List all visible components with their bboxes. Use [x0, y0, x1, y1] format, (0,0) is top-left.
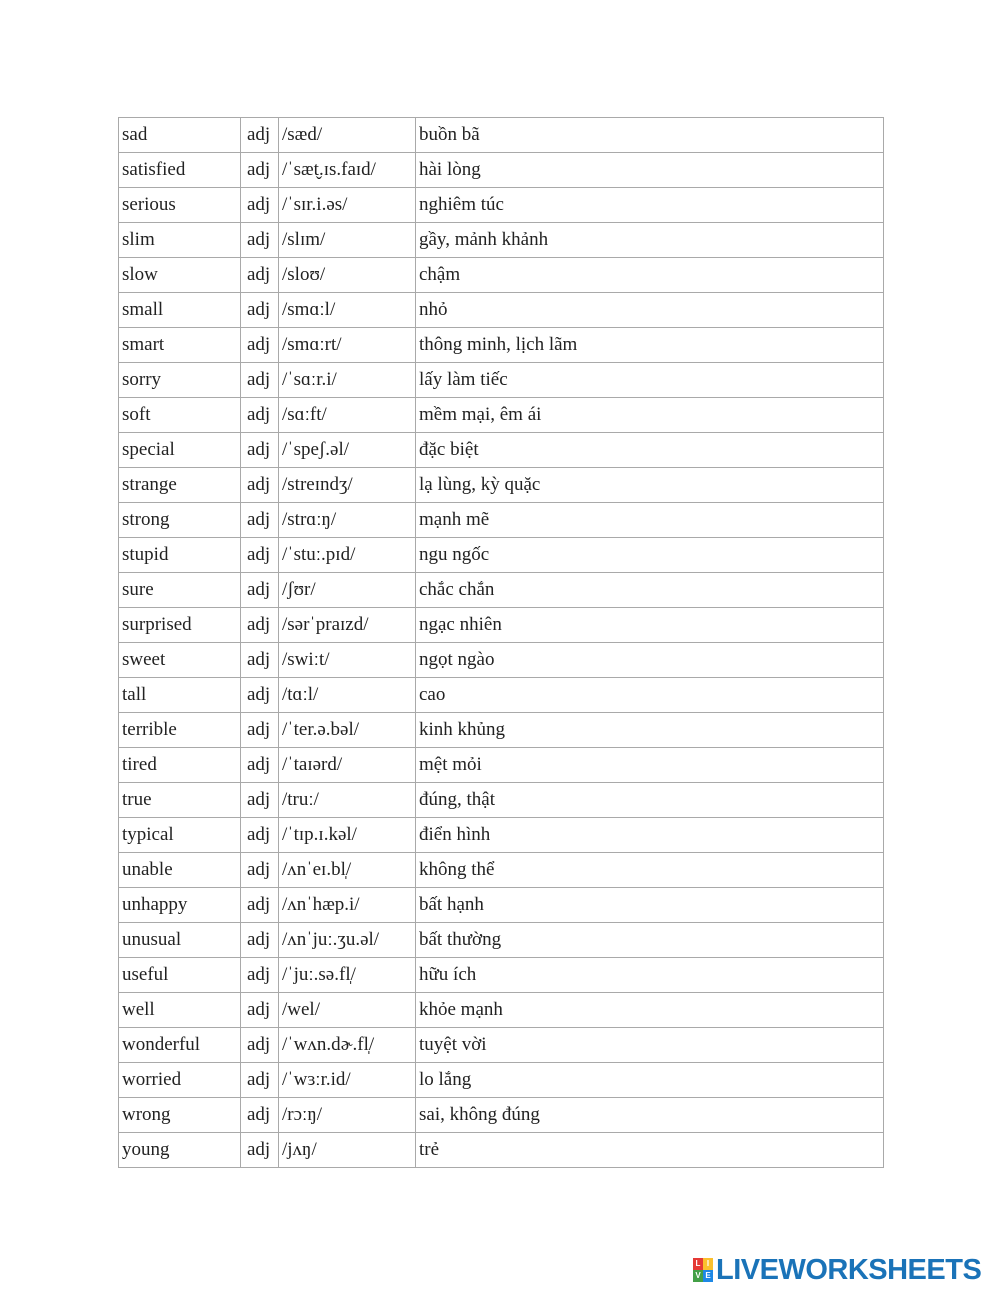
meaning-cell: mạnh mẽ: [416, 503, 884, 538]
meaning-cell: sai, không đúng: [416, 1098, 884, 1133]
part-of-speech-cell: adj: [241, 923, 279, 958]
word-cell: serious: [119, 188, 241, 223]
table-row: [119, 643, 884, 678]
pronunciation-cell: /ˈsɪr.i.əs/: [279, 188, 416, 223]
word-cell: special: [119, 433, 241, 468]
part-of-speech-cell: adj: [241, 188, 279, 223]
vocabulary-table-body: [119, 118, 884, 1168]
word-cell: sure: [119, 573, 241, 608]
part-of-speech-cell: adj: [241, 573, 279, 608]
word-cell: unable: [119, 853, 241, 888]
part-of-speech-cell: adj: [241, 433, 279, 468]
pronunciation-cell: /ˈsæt̬.ɪs.faɪd/: [279, 153, 416, 188]
pronunciation-cell: /ʌnˈjuː.ʒu.əl/: [279, 923, 416, 958]
meaning-cell: trẻ: [416, 1133, 884, 1168]
part-of-speech-cell: adj: [241, 328, 279, 363]
meaning-cell: chậm: [416, 258, 884, 293]
word-cell: slow: [119, 258, 241, 293]
pronunciation-cell: /ˈtaɪərd/: [279, 748, 416, 783]
part-of-speech-cell: adj: [241, 1098, 279, 1133]
pronunciation-cell: /ˈspeʃ.əl/: [279, 433, 416, 468]
meaning-cell: buồn bã: [416, 118, 884, 153]
table-row: [119, 678, 884, 713]
table-row: [119, 363, 884, 398]
pronunciation-cell: /ˈstuː.pɪd/: [279, 538, 416, 573]
table-row: [119, 153, 884, 188]
part-of-speech-cell: adj: [241, 363, 279, 398]
table-row: [119, 923, 884, 958]
meaning-cell: hữu ích: [416, 958, 884, 993]
pronunciation-cell: /ˈsɑːr.i/: [279, 363, 416, 398]
part-of-speech-cell: adj: [241, 678, 279, 713]
pronunciation-cell: /swiːt/: [279, 643, 416, 678]
part-of-speech-cell: adj: [241, 608, 279, 643]
part-of-speech-cell: adj: [241, 398, 279, 433]
table-row: [119, 188, 884, 223]
table-row: [119, 783, 884, 818]
part-of-speech-cell: adj: [241, 958, 279, 993]
pronunciation-cell: /tɑːl/: [279, 678, 416, 713]
table-row: [119, 1028, 884, 1063]
word-cell: stupid: [119, 538, 241, 573]
pronunciation-cell: /smɑːl/: [279, 293, 416, 328]
part-of-speech-cell: adj: [241, 223, 279, 258]
word-cell: true: [119, 783, 241, 818]
meaning-cell: điển hình: [416, 818, 884, 853]
part-of-speech-cell: adj: [241, 258, 279, 293]
meaning-cell: đặc biệt: [416, 433, 884, 468]
part-of-speech-cell: adj: [241, 293, 279, 328]
meaning-cell: không thể: [416, 853, 884, 888]
pronunciation-cell: /ʃʊr/: [279, 573, 416, 608]
word-cell: strong: [119, 503, 241, 538]
meaning-cell: bất hạnh: [416, 888, 884, 923]
table-row: [119, 398, 884, 433]
part-of-speech-cell: adj: [241, 1028, 279, 1063]
part-of-speech-cell: adj: [241, 853, 279, 888]
table-row: [119, 503, 884, 538]
table-row: [119, 993, 884, 1028]
part-of-speech-cell: adj: [241, 538, 279, 573]
meaning-cell: lo lắng: [416, 1063, 884, 1098]
meaning-cell: cao: [416, 678, 884, 713]
pronunciation-cell: /sɑːft/: [279, 398, 416, 433]
pronunciation-cell: /sərˈpraɪzd/: [279, 608, 416, 643]
table-row: [119, 1098, 884, 1133]
pronunciation-cell: /wel/: [279, 993, 416, 1028]
table-row: [119, 818, 884, 853]
table-row: [119, 958, 884, 993]
table-row: [119, 328, 884, 363]
liveworksheets-brand-text: LIVEWORKSHEETS: [716, 1254, 982, 1286]
meaning-cell: ngạc nhiên: [416, 608, 884, 643]
pronunciation-cell: /ʌnˈhæp.i/: [279, 888, 416, 923]
part-of-speech-cell: adj: [241, 783, 279, 818]
meaning-cell: ngọt ngào: [416, 643, 884, 678]
pronunciation-cell: /strɑːŋ/: [279, 503, 416, 538]
table-row: [119, 888, 884, 923]
meaning-cell: chắc chắn: [416, 573, 884, 608]
word-cell: wonderful: [119, 1028, 241, 1063]
meaning-cell: hài lòng: [416, 153, 884, 188]
pronunciation-cell: /rɔːŋ/: [279, 1098, 416, 1133]
pronunciation-cell: /ˈjuː.sə.fl̩/: [279, 958, 416, 993]
table-row: [119, 433, 884, 468]
meaning-cell: khỏe mạnh: [416, 993, 884, 1028]
table-row: [119, 468, 884, 503]
word-cell: smart: [119, 328, 241, 363]
meaning-cell: tuyệt vời: [416, 1028, 884, 1063]
meaning-cell: nghiêm túc: [416, 188, 884, 223]
pronunciation-cell: /ˈtɪp.ɪ.kəl/: [279, 818, 416, 853]
word-cell: wrong: [119, 1098, 241, 1133]
table-row: [119, 608, 884, 643]
word-cell: unhappy: [119, 888, 241, 923]
part-of-speech-cell: adj: [241, 1133, 279, 1168]
meaning-cell: kinh khủng: [416, 713, 884, 748]
part-of-speech-cell: adj: [241, 888, 279, 923]
table-row: [119, 713, 884, 748]
pronunciation-cell: /truː/: [279, 783, 416, 818]
part-of-speech-cell: adj: [241, 118, 279, 153]
part-of-speech-cell: adj: [241, 748, 279, 783]
word-cell: strange: [119, 468, 241, 503]
part-of-speech-cell: adj: [241, 1063, 279, 1098]
word-cell: terrible: [119, 713, 241, 748]
meaning-cell: thông minh, lịch lãm: [416, 328, 884, 363]
meaning-cell: gầy, mảnh khảnh: [416, 223, 884, 258]
pronunciation-cell: /ˈwʌn.dɚ.fl̩/: [279, 1028, 416, 1063]
table-row: [119, 573, 884, 608]
table-row: [119, 258, 884, 293]
word-cell: tall: [119, 678, 241, 713]
pronunciation-cell: /sloʊ/: [279, 258, 416, 293]
word-cell: well: [119, 993, 241, 1028]
pronunciation-cell: /ˈter.ə.bəl/: [279, 713, 416, 748]
liveworksheets-watermark: [693, 1256, 981, 1284]
table-row: [119, 293, 884, 328]
table-row: [119, 538, 884, 573]
pronunciation-cell: /ʌnˈeɪ.bl̩/: [279, 853, 416, 888]
part-of-speech-cell: adj: [241, 993, 279, 1028]
meaning-cell: ngu ngốc: [416, 538, 884, 573]
meaning-cell: nhỏ: [416, 293, 884, 328]
word-cell: slim: [119, 223, 241, 258]
pronunciation-cell: /sæd/: [279, 118, 416, 153]
word-cell: soft: [119, 398, 241, 433]
word-cell: worried: [119, 1063, 241, 1098]
part-of-speech-cell: adj: [241, 468, 279, 503]
part-of-speech-cell: adj: [241, 503, 279, 538]
meaning-cell: đúng, thật: [416, 783, 884, 818]
pronunciation-cell: /slɪm/: [279, 223, 416, 258]
word-cell: satisfied: [119, 153, 241, 188]
pronunciation-cell: /smɑːrt/: [279, 328, 416, 363]
table-row: [119, 1063, 884, 1098]
word-cell: young: [119, 1133, 241, 1168]
vocabulary-table: [118, 117, 884, 1168]
table-row: [119, 223, 884, 258]
word-cell: small: [119, 293, 241, 328]
word-cell: sad: [119, 118, 241, 153]
meaning-cell: lấy làm tiếc: [416, 363, 884, 398]
meaning-cell: mềm mại, êm ái: [416, 398, 884, 433]
table-row: [119, 1133, 884, 1168]
part-of-speech-cell: adj: [241, 713, 279, 748]
meaning-cell: lạ lùng, kỳ quặc: [416, 468, 884, 503]
pronunciation-cell: /ˈwɜːr.id/: [279, 1063, 416, 1098]
table-row: [119, 118, 884, 153]
word-cell: sweet: [119, 643, 241, 678]
part-of-speech-cell: adj: [241, 643, 279, 678]
table-row: [119, 748, 884, 783]
pronunciation-cell: /jʌŋ/: [279, 1133, 416, 1168]
part-of-speech-cell: adj: [241, 818, 279, 853]
part-of-speech-cell: adj: [241, 153, 279, 188]
liveworksheets-logo-icon: L I V E: [693, 1258, 713, 1282]
word-cell: unusual: [119, 923, 241, 958]
table-row: [119, 853, 884, 888]
word-cell: typical: [119, 818, 241, 853]
pronunciation-cell: /streɪndʒ/: [279, 468, 416, 503]
word-cell: tired: [119, 748, 241, 783]
word-cell: surprised: [119, 608, 241, 643]
word-cell: sorry: [119, 363, 241, 398]
word-cell: useful: [119, 958, 241, 993]
meaning-cell: mệt mỏi: [416, 748, 884, 783]
meaning-cell: bất thường: [416, 923, 884, 958]
